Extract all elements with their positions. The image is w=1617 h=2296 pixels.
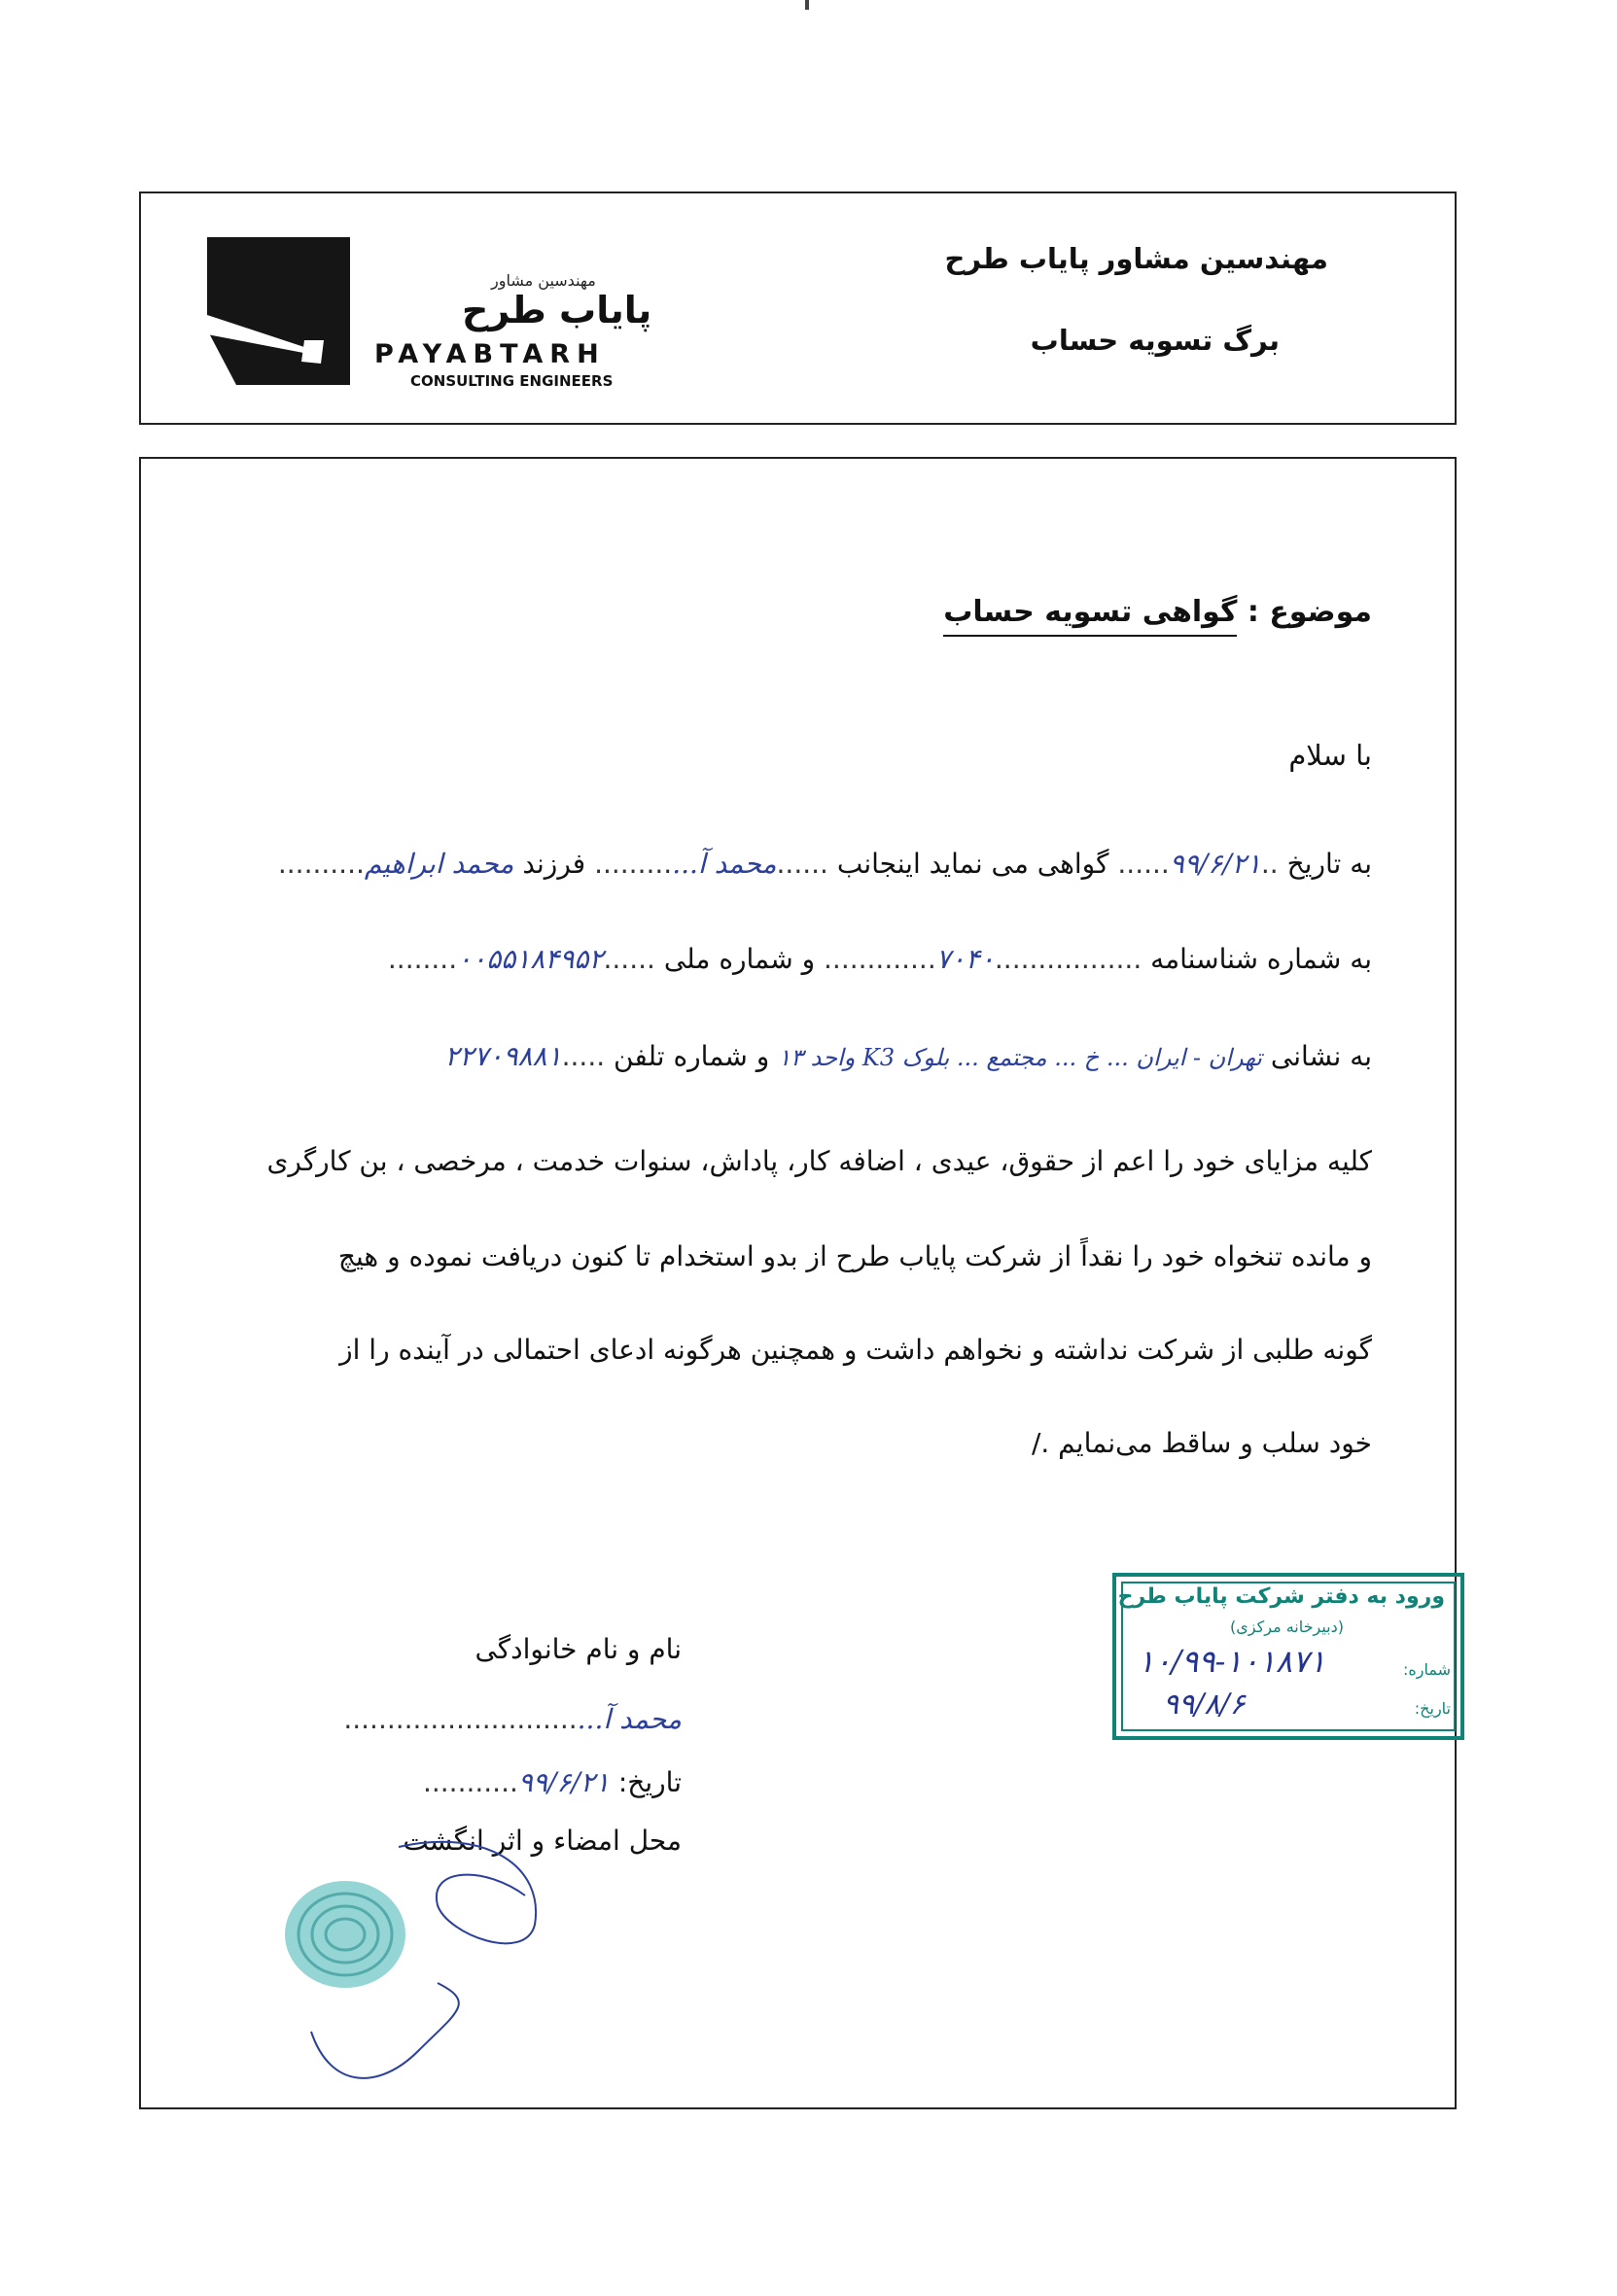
body-line-2: و مانده تنخواه خود را نقداً از شرکت پایاب طرح از بدو استخدام تا کنون دریافت نموده و هیچ: [337, 1240, 1372, 1272]
signature-date-line: تاریخ: ۹۹/۶/۲۱...........: [422, 1766, 682, 1798]
logo-subtext-en: CONSULTING ENGINEERS: [410, 372, 614, 390]
subject-line: [943, 595, 1372, 629]
signature-name-value: محمد آ...: [577, 1703, 682, 1735]
subject-label: موضوع :: [1247, 595, 1372, 629]
stamp-date-value: ۹۹/۸/۶: [1163, 1687, 1246, 1722]
logo-subtext-fa: مهندسین مشاور: [491, 271, 596, 290]
logo-name-fa: پایاب طرح: [462, 289, 652, 331]
receipt-stamp: [1112, 1573, 1464, 1740]
handwritten-id-number: ۷۰۴۰: [935, 943, 995, 975]
label-address: به نشانی: [1270, 1040, 1372, 1072]
stamp-number-value: ۱۰/۹۹-۱۰۱۸۷۱: [1138, 1643, 1326, 1680]
company-title: مهندسین مشاور پایاب طرح: [944, 242, 1328, 275]
stamp-subtitle: (دبیرخانه مرکزی): [1230, 1618, 1344, 1636]
form-title: برگ تسویه حساب: [1030, 324, 1280, 357]
signature-date-value: ۹۹/۶/۲۱: [517, 1766, 610, 1798]
greeting: با سلام: [1288, 739, 1372, 772]
logo-name-en: PAYABTARH: [374, 339, 606, 369]
subject-value: گواهی تسویه حساب: [943, 595, 1237, 637]
stamp-number-label: شماره:: [1402, 1660, 1451, 1679]
handwritten-national-id: ۰۰۵۵۱۸۴۹۵۲: [457, 943, 604, 975]
label-national-id: و شماره ملی: [663, 943, 816, 975]
label-child-of: فرزند: [522, 848, 586, 880]
signature-name-label: نام و نام خانوادگی: [475, 1633, 682, 1665]
body-line-3: گونه طلبی از شرکت نداشته و نخواهم داشت و همچنین هرگونه ادعای احتمالی در آینده را از: [339, 1334, 1372, 1366]
handwritten-date: ۹۹/۶/۲۱: [1169, 848, 1261, 880]
signature-name-line: محمد آ..............................: [343, 1703, 682, 1735]
signature-date-label: تاریخ:: [617, 1766, 682, 1798]
body-line-4: خود سلب و ساقط می‌نمایم ./: [1031, 1427, 1372, 1459]
form-line-ids: به شماره شناسنامه .................۷۰۴۰............. و شماره ملی ......۰۰۵۵۱۸۴۹۵۲........: [387, 943, 1372, 975]
label-date: به تاریخ: [1286, 848, 1372, 880]
stamp-date-label: تاریخ:: [1414, 1699, 1451, 1718]
handwritten-address: تهران - ایران ... خ ... مجتمع ... بلوک K3 واحد ۱۳: [778, 1044, 1262, 1071]
label-certify: گواهی می نماید اینجانب: [836, 848, 1109, 880]
letterhead: [139, 191, 1457, 425]
body-line-1: کلیه مزایای خود را اعم از حقوق، عیدی ، اضافه کار، پاداش، سنوات خدمت ، مرخصی ، بن کارگری: [266, 1145, 1372, 1177]
handwritten-father-name: محمد ابراهیم: [364, 848, 514, 880]
signature-place-label: محل امضاء و اثر انگشت: [403, 1825, 682, 1857]
company-logo-mark: [207, 237, 350, 385]
fingerprint-mark: [272, 1866, 428, 2022]
handwritten-name: محمد آ...: [672, 848, 777, 880]
label-phone: و شماره تلفن: [614, 1040, 770, 1072]
handwritten-phone: ۲۲۷۰۹۸۸۱: [444, 1040, 562, 1072]
form-line-address: به نشانی تهران - ایران ... خ ... مجتمع ... بلوک K3 واحد ۱۳ و شماره تلفن .....۲۲۷۰۹۸۸۱: [444, 1040, 1372, 1072]
scan-edge-mark: [805, 0, 809, 10]
form-line-date-name: به تاریخ ..۹۹/۶/۲۱...... گواهی می نماید اینجانب ......محمد آ............ فرزند محمد ابراهیم..........: [277, 848, 1372, 880]
label-id-number: به شماره شناسنامه: [1150, 943, 1372, 975]
stamp-title: ورود به دفتر شرکت پایاب طرح: [1117, 1584, 1445, 1609]
